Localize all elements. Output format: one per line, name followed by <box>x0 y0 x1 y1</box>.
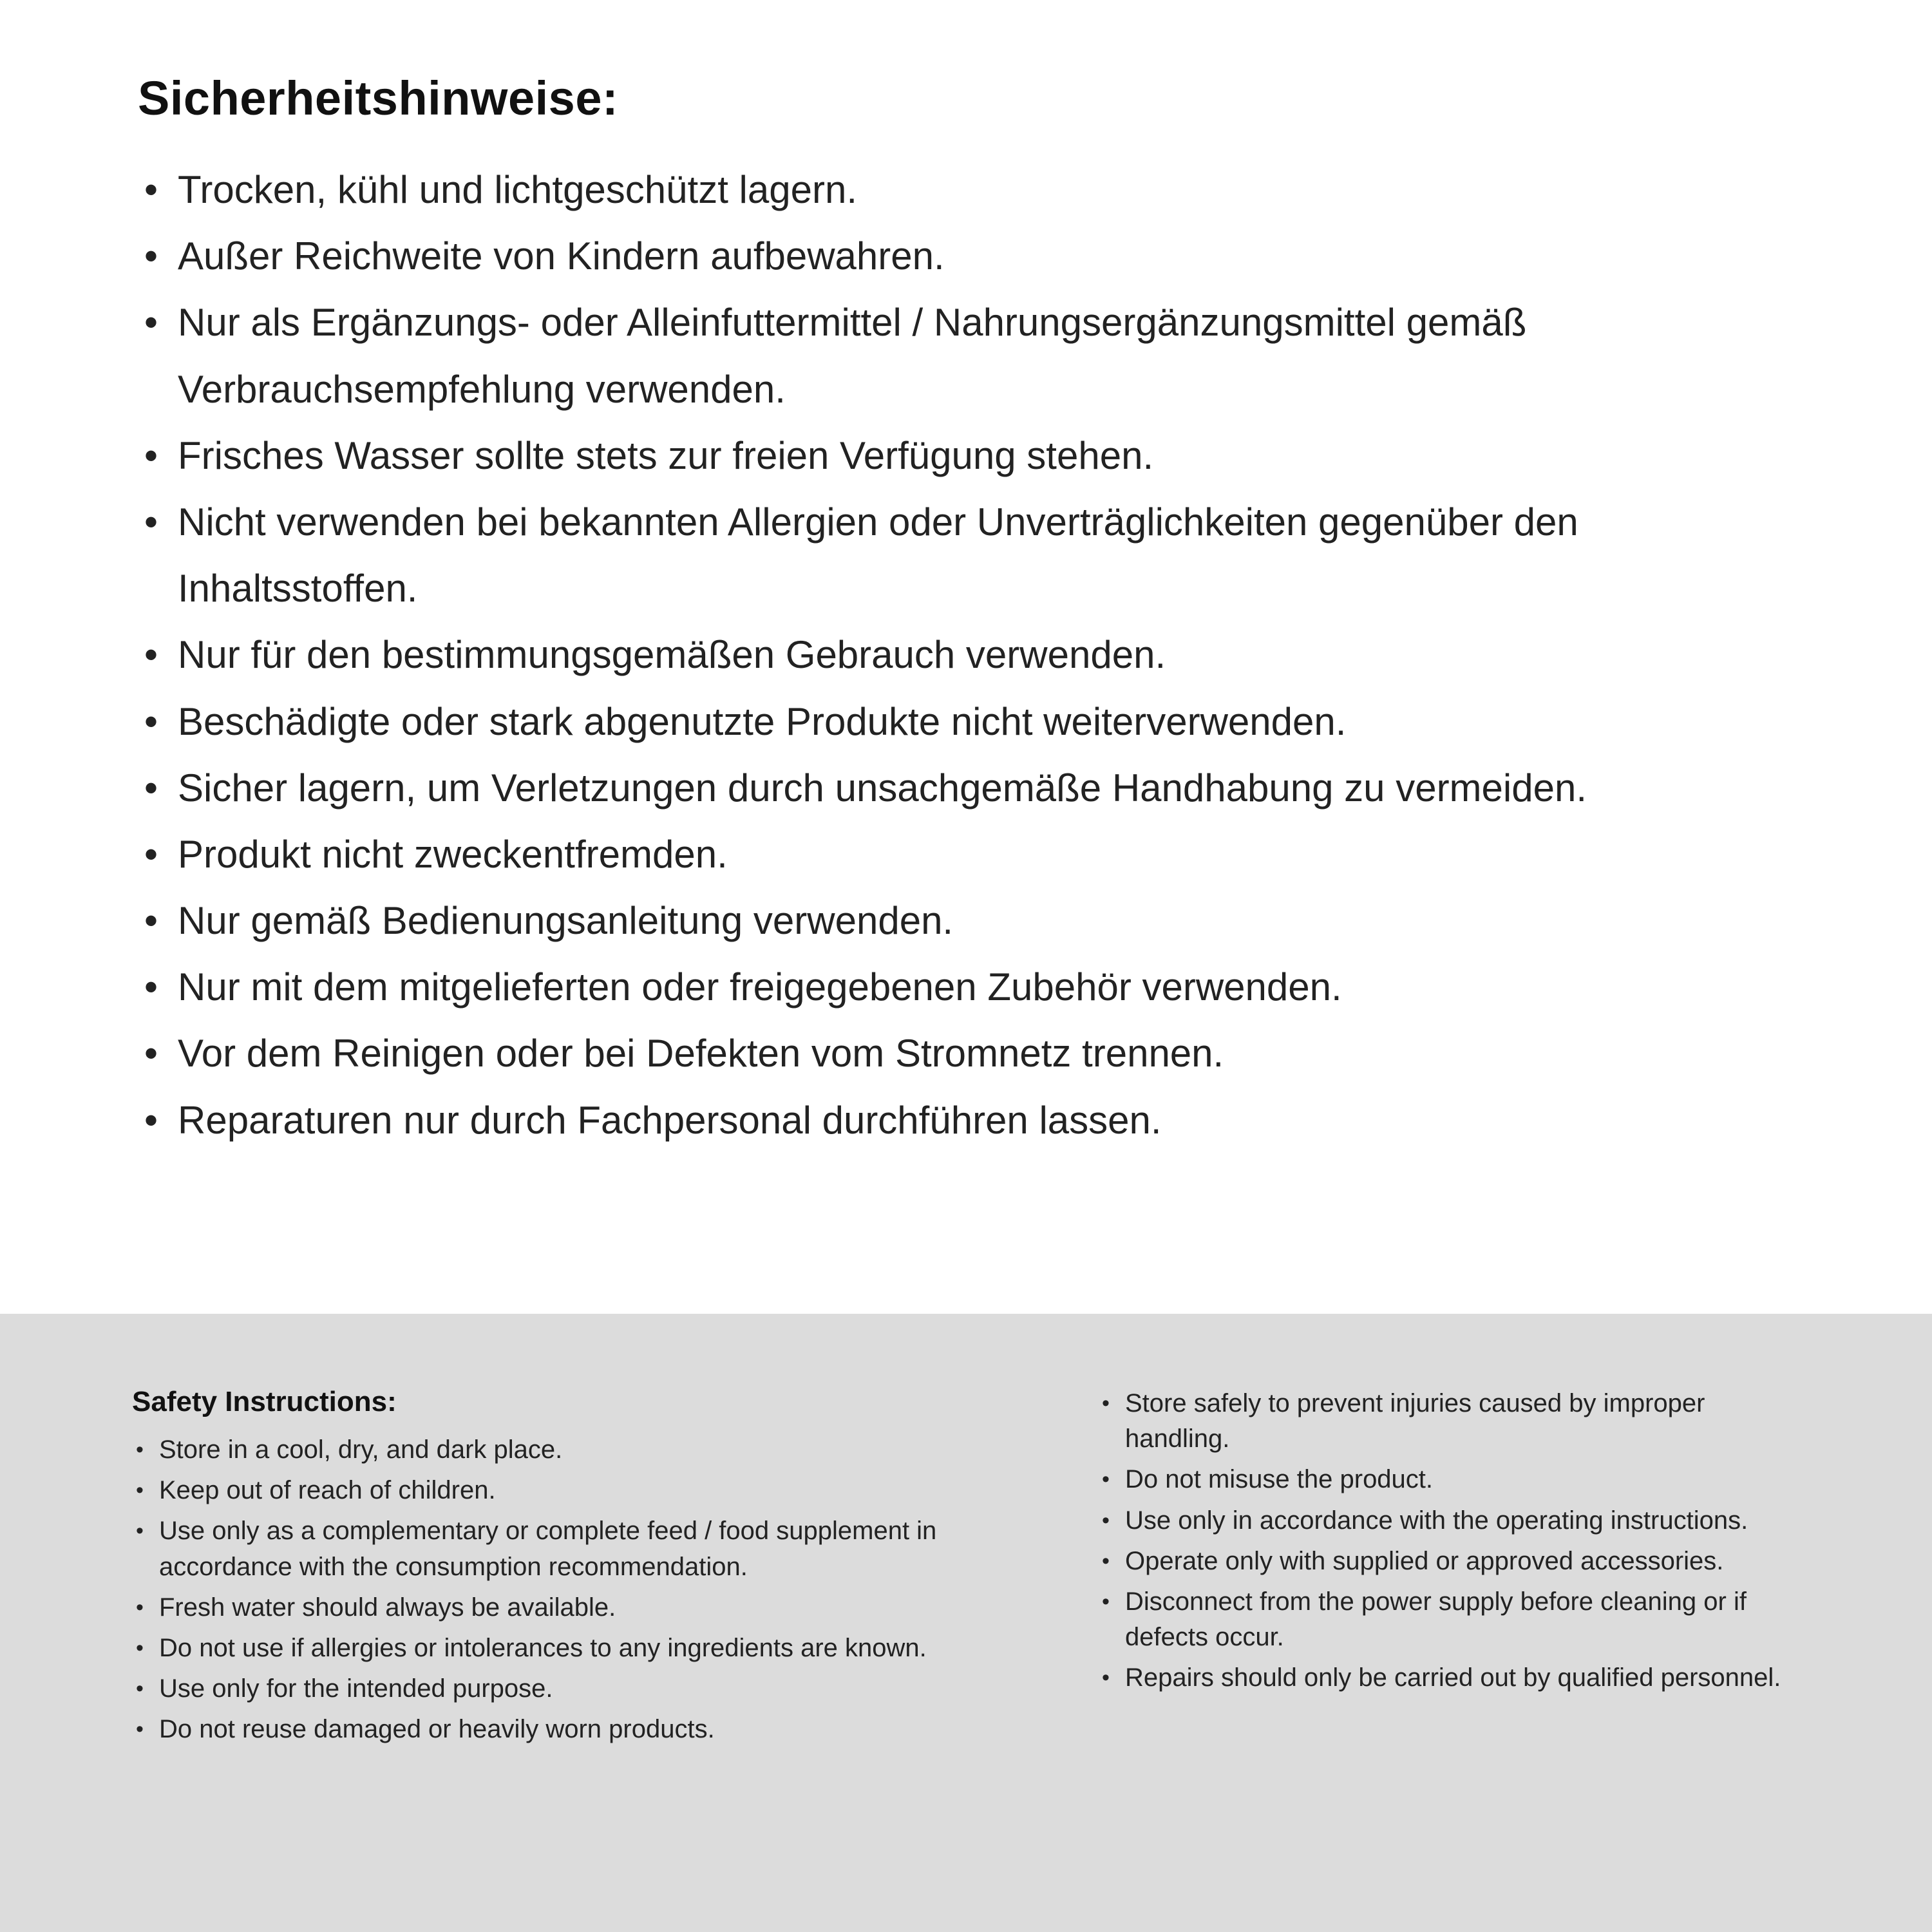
list-item: • Nur als Ergänzungs- oder Alleinfuttermittel / Nahrungsergänzungsmittel gemäß Verbrauchsempfehlung verwenden. <box>138 289 1638 422</box>
list-item: • Nur mit dem mitgelieferten oder freigegebenen Zubehör verwenden. <box>138 954 1638 1020</box>
english-left-column <box>132 1386 1021 1893</box>
list-item: • Reparaturen nur durch Fachpersonal durchführen lassen. <box>138 1087 1638 1153</box>
list-item: • Repairs should only be carried out by qualified personnel. <box>1098 1660 1816 1696</box>
list-item: • Use only for the intended purpose. <box>132 1671 1021 1707</box>
list-item: • Do not misuse the product. <box>1098 1462 1816 1497</box>
english-right-column <box>1098 1386 1816 1893</box>
list-item: • Außer Reichweite von Kindern aufbewahren. <box>138 223 1638 289</box>
list-item: • Use only as a complementary or complete feed / food supplement in accordance with the consumption recommendation. <box>132 1513 1021 1584</box>
english-safety-list-right <box>1098 1386 1816 1696</box>
list-item: • Do not use if allergies or intolerances to any ingredients are known. <box>132 1631 1021 1666</box>
list-item: • Trocken, kühl und lichtgeschützt lagern. <box>138 156 1638 223</box>
list-item: • Store in a cool, dry, and dark place. <box>132 1432 1021 1468</box>
list-item: • Store safely to prevent injuries caused by improper handling. <box>1098 1386 1816 1457</box>
list-item: • Nur für den bestimmungsgemäßen Gebrauch verwenden. <box>138 621 1638 688</box>
english-safety-heading: Safety Instructions: <box>132 1386 397 1417</box>
english-safety-list-left <box>132 1432 1021 1748</box>
list-item: • Disconnect from the power supply before cleaning or if defects occur. <box>1098 1584 1816 1655</box>
list-item: • Nicht verwenden bei bekannten Allergien oder Unverträglichkeiten gegenüber den Inhaltsstoffen. <box>138 489 1638 621</box>
list-item: • Vor dem Reinigen oder bei Defekten vom Stromnetz trennen. <box>138 1020 1638 1086</box>
list-item: • Nur gemäß Bedienungsanleitung verwenden. <box>138 887 1638 954</box>
list-item: • Produkt nicht zweckentfremden. <box>138 821 1638 887</box>
german-safety-list <box>138 156 1638 1153</box>
list-item: • Beschädigte oder stark abgenutzte Produkte nicht weiterverwenden. <box>138 688 1638 755</box>
list-item: • Do not reuse damaged or heavily worn products. <box>132 1712 1021 1747</box>
list-item: • Keep out of reach of children. <box>132 1473 1021 1508</box>
list-item: • Sicher lagern, um Verletzungen durch unsachgemäße Handhabung zu vermeiden. <box>138 755 1638 821</box>
german-safety-heading: Sicherheitshinweise: <box>138 71 619 125</box>
english-safety-section <box>0 1314 1932 1932</box>
list-item: • Operate only with supplied or approved accessories. <box>1098 1544 1816 1579</box>
list-item: • Fresh water should always be available. <box>132 1590 1021 1625</box>
list-item: • Frisches Wasser sollte stets zur freien Verfügung stehen. <box>138 422 1638 489</box>
list-item: • Use only in accordance with the operating instructions. <box>1098 1503 1816 1539</box>
